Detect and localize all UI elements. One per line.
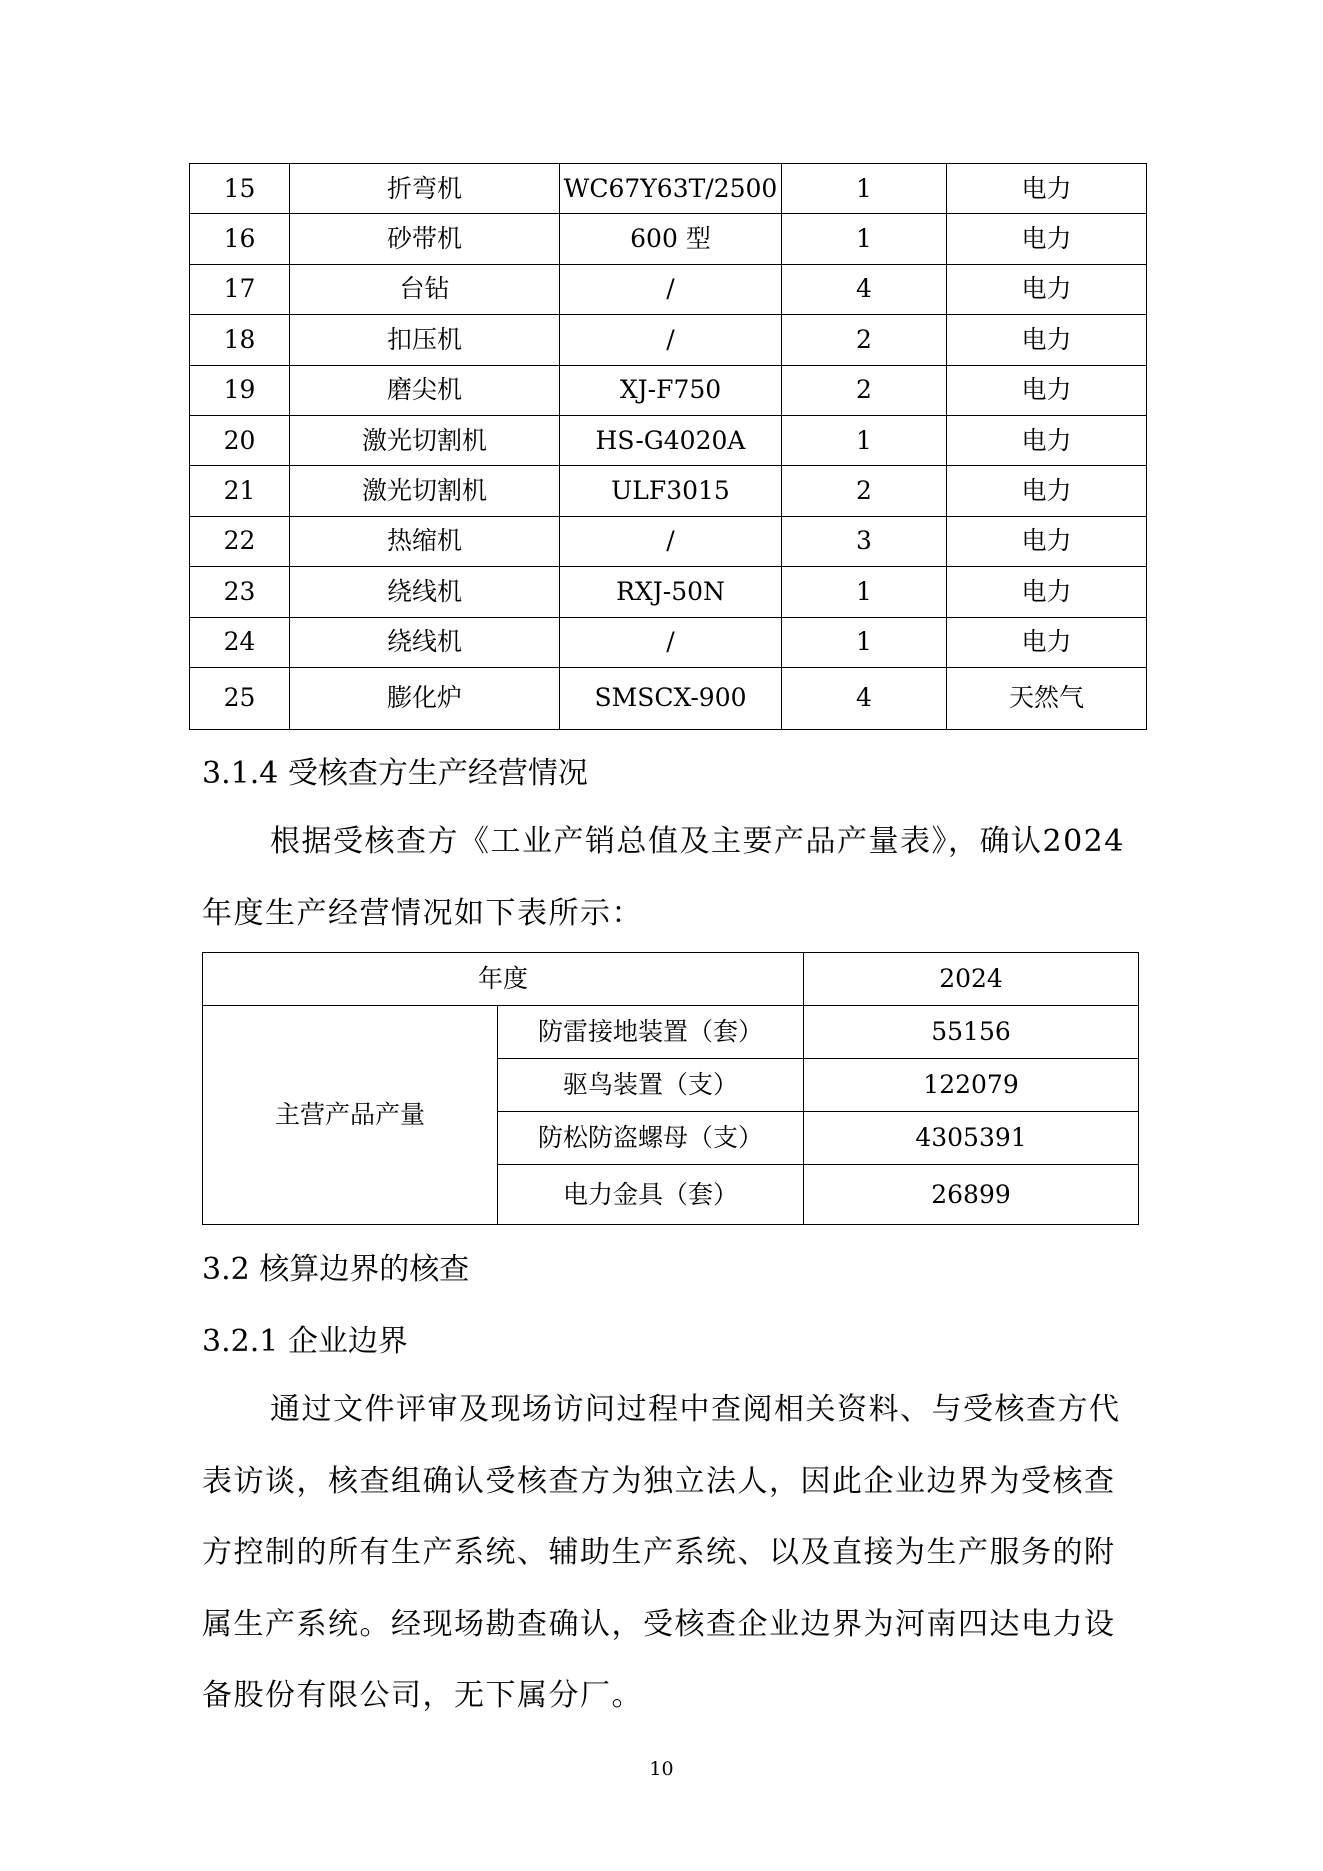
equipment-quantity: 1 <box>782 164 947 214</box>
energy-type: 电力 <box>947 567 1147 617</box>
energy-type: 电力 <box>947 264 1147 314</box>
table-row <box>190 617 1147 667</box>
equipment-name: 磨尖机 <box>290 365 560 415</box>
equipment-quantity: 1 <box>782 567 947 617</box>
energy-type: 电力 <box>947 415 1147 465</box>
product-output: 122079 <box>804 1059 1139 1112</box>
group-label: 主营产品产量 <box>203 1006 498 1225</box>
equipment-name: 台钻 <box>290 264 560 314</box>
equipment-name: 激光切割机 <box>290 415 560 465</box>
equipment-table <box>189 163 1147 730</box>
row-number: 17 <box>190 264 290 314</box>
product-name: 电力金具（套） <box>498 1165 804 1225</box>
equipment-quantity: 1 <box>782 214 947 264</box>
energy-type: 电力 <box>947 214 1147 264</box>
row-number: 25 <box>190 667 290 729</box>
row-number: 22 <box>190 516 290 566</box>
table-row <box>190 214 1147 264</box>
row-number: 19 <box>190 365 290 415</box>
equipment-model: RXJ-50N <box>560 567 782 617</box>
energy-type: 电力 <box>947 466 1147 516</box>
product-name: 驱鸟装置（支） <box>498 1059 804 1112</box>
equipment-name: 绕线机 <box>290 567 560 617</box>
section-heading-3-1-4: 3.1.4 受核查方生产经营情况 <box>202 756 588 791</box>
equipment-name: 激光切割机 <box>290 466 560 516</box>
equipment-quantity: 1 <box>782 617 947 667</box>
product-output: 4305391 <box>804 1112 1139 1165</box>
equipment-model: HS-G4020A <box>560 415 782 465</box>
section-3-2-1-paragraph: 通过文件评审及现场访问过程中查阅相关资料、与受核查方代表访谈，核查组确认受核查方为独立法人，因此企业边界为受核查方控制的所有生产系统、辅助生产系统、以及直接为生产服务的附属生产系统。经现场勘查确认，受核查企业边界为河南四达电力设备股份有限公司，无下属分厂。 <box>202 1392 1121 1713</box>
product-output: 55156 <box>804 1006 1139 1059</box>
equipment-model: SMSCX-900 <box>560 667 782 729</box>
table-row <box>190 415 1147 465</box>
section-heading-3-2: 3.2 核算边界的核查 <box>202 1252 470 1287</box>
production-table <box>202 952 1139 1225</box>
product-name: 防雷接地装置（套） <box>498 1006 804 1059</box>
table-row <box>190 567 1147 617</box>
energy-type: 电力 <box>947 164 1147 214</box>
page-number: 10 <box>649 1758 674 1780</box>
row-number: 18 <box>190 315 290 365</box>
product-name: 防松防盗螺母（支） <box>498 1112 804 1165</box>
equipment-model: / <box>560 264 782 314</box>
energy-type: 天然气 <box>947 667 1147 729</box>
section-3-1-4-paragraph: 根据受核查方《工业产销总值及主要产品产量表》，确认2024 年度生产经营情况如下表所示： <box>202 824 1125 931</box>
equipment-quantity: 2 <box>782 365 947 415</box>
equipment-name: 砂带机 <box>290 214 560 264</box>
equipment-model: 600 型 <box>560 214 782 264</box>
table-row <box>190 164 1147 214</box>
equipment-quantity: 4 <box>782 667 947 729</box>
energy-type: 电力 <box>947 516 1147 566</box>
table-row <box>190 264 1147 314</box>
equipment-model: ULF3015 <box>560 466 782 516</box>
energy-type: 电力 <box>947 617 1147 667</box>
row-number: 20 <box>190 415 290 465</box>
equipment-quantity: 4 <box>782 264 947 314</box>
equipment-name: 膨化炉 <box>290 667 560 729</box>
header-label: 年度 <box>203 953 804 1006</box>
row-number: 15 <box>190 164 290 214</box>
table-row <box>190 315 1147 365</box>
equipment-model: / <box>560 617 782 667</box>
header-year: 2024 <box>804 953 1139 1006</box>
energy-type: 电力 <box>947 315 1147 365</box>
equipment-quantity: 3 <box>782 516 947 566</box>
equipment-model: WC67Y63T/2500 <box>560 164 782 214</box>
equipment-name: 绕线机 <box>290 617 560 667</box>
table-row <box>190 365 1147 415</box>
equipment-model: / <box>560 516 782 566</box>
equipment-quantity: 1 <box>782 415 947 465</box>
table-row <box>190 516 1147 566</box>
product-output: 26899 <box>804 1165 1139 1225</box>
table-row <box>203 1006 1139 1059</box>
row-number: 23 <box>190 567 290 617</box>
equipment-quantity: 2 <box>782 466 947 516</box>
equipment-model: / <box>560 315 782 365</box>
row-number: 16 <box>190 214 290 264</box>
table-row <box>190 667 1147 729</box>
equipment-model: XJ-F750 <box>560 365 782 415</box>
energy-type: 电力 <box>947 365 1147 415</box>
row-number: 21 <box>190 466 290 516</box>
table-row <box>190 466 1147 516</box>
equipment-name: 扣压机 <box>290 315 560 365</box>
equipment-quantity: 2 <box>782 315 947 365</box>
section-heading-3-2-1: 3.2.1 企业边界 <box>202 1324 408 1359</box>
equipment-name: 折弯机 <box>290 164 560 214</box>
row-number: 24 <box>190 617 290 667</box>
table-header-row <box>203 953 1139 1006</box>
equipment-name: 热缩机 <box>290 516 560 566</box>
